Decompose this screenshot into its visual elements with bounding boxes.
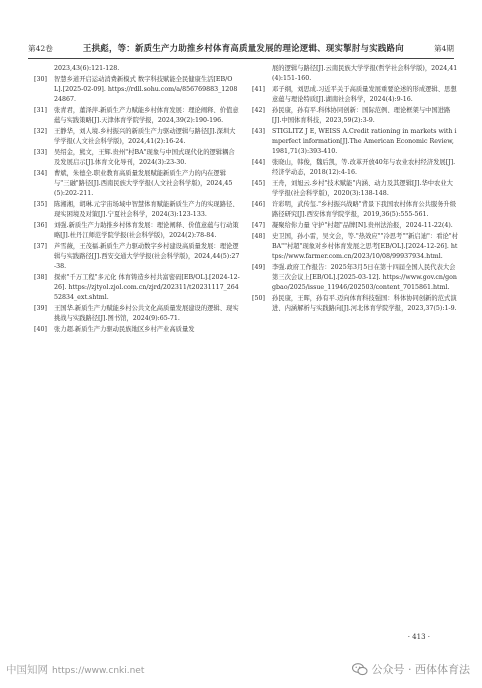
reference-item [252, 106, 458, 126]
reference-number: [33] [34, 149, 47, 156]
reference-number: [49] [252, 263, 265, 271]
cnki-url: https://www.cnki.net [52, 666, 145, 676]
reference-item [34, 127, 240, 147]
reference-text: 曹斌，朱德全.职业教育高质量发展赋能新质生产力的内在逻辑与"三融"路径[J].西南民族大学学报(人文社会科学版)，2024,45(5):202-211. [54, 170, 233, 197]
reference-continuation: 2023,43(6):121-128. [54, 65, 120, 72]
reference-text: 王静华，刘人境.乡村振兴的新质生产力驱动逻辑与路径[J].深圳大学学报(人文社会科学版)，2024,41(2):16-24. [54, 128, 236, 145]
issue-number: 第4期 [433, 43, 454, 53]
reference-number: [41] [252, 86, 265, 93]
reference-text: 史卫国，孙小雷，吴文会，等."热效应""冷思考""新启迪"：看论"村BA""村超"现象对乡村体育发展之思考[EB/OL].[2024-12-26]. https://www.farmer.com.cn/2023/10/08/99937934.html. [272, 233, 458, 260]
reference-item [252, 127, 458, 157]
reference-number: [35] [34, 200, 47, 208]
reference-text: 凝聚给你力量 守护"村超"品牌[N].贵州法治报，2024-11-22(4). [272, 221, 453, 229]
reference-number: [39] [34, 304, 47, 312]
references-left-column [34, 64, 240, 336]
reference-item [34, 325, 240, 335]
reference-number: [36] [34, 221, 47, 229]
reference-text: 芦雪薇，王茂福.新质生产力驱动数字乡村建设高质量发展：理论逻辑与实践路径[J].西安交通大学学报(社会科学版)，2024,44(5):27-38. [54, 242, 240, 270]
running-title: 王拱彪，等：新质生产力助推乡村体育高质量发展的理论逻辑、现实掣肘与实践路向 [82, 43, 404, 53]
reference-item [252, 85, 458, 105]
reference-item [34, 169, 240, 199]
header-rule [28, 58, 454, 59]
reference-item [252, 200, 458, 220]
reference-item [34, 242, 240, 272]
reference-number: [32] [34, 128, 47, 135]
reference-text: 陈湘湘，胡琳.元宇宙场域中智慧体育赋能新质生产力的实现路径、现实困境及对策[J].宁夏社会科学，2024(3):123-133. [54, 200, 239, 218]
reference-item [34, 148, 240, 168]
reference-text: 王国华.新质生产力赋能乡村公共文化高质量发展建设的逻辑、现实挑战与实践路径[J].图书馆，2024(9):65-71. [54, 304, 239, 322]
cnki-name: 中国知网 [6, 664, 48, 676]
reference-text: 吴绍金，熊文，王辉.贵州"村BA"现象与中国式现代化的逻辑耦合及发展启示[J].体育文化导刊，2024(3):23-30. [54, 149, 235, 166]
reference-number: [37] [34, 242, 47, 250]
reference-text: 孙民康，王晖，孙有平.迈向体育科技强国：科体协同创新的范式演进、内涵解析与实践路向[J].河北体育学院学报，2023,37(5):1-9. [272, 294, 457, 312]
reference-text: 张青君，董泽萍.新质生产力赋能乡村体育发展：理论阐释、价值意蕴与实践策略[J].天津体育学院学报，2024,39(2):190-196. [54, 107, 239, 124]
page-number: · 413 · [407, 633, 430, 641]
wechat-watermark [352, 661, 471, 677]
reference-text: 许彩明，武传玺."乡村振兴战略"背景下我国农村体育公共服务升级路径研究[J].西安体育学院学报，2019,36(5):555-561. [272, 200, 457, 218]
references-right-column [252, 64, 458, 315]
reference-number: [42] [252, 107, 265, 114]
reference-number: [47] [252, 221, 265, 229]
reference-item [252, 179, 458, 199]
reference-text: 李强.政府工作报告：2025年3月5日在第十四届全国人民代表大会第三次会议上[EB/OL].[2025-03-12]. https://www.gov.cn/gongbao/2025/issue_11946/202503/content_7015861.html. [272, 263, 457, 291]
issue-volume: 第42卷 [28, 43, 53, 53]
reference-number: [48] [252, 233, 265, 240]
reference-item [252, 158, 458, 178]
reference-item [34, 75, 240, 105]
reference-text: 刘强.新质生产力助推乡村体育发展：理论阐释、价值意蕴与行动策略[J].杜丹江师范学院学报(社会科学版)，2024(2):78-84. [54, 221, 239, 239]
reference-item [34, 273, 240, 303]
reference-number: [44] [252, 158, 265, 166]
reference-text: 张晓山，韩俊，魏后凯，等.改革开放40年与农业农村经济发展[J].经济学动态，2018(12):4-16. [272, 158, 456, 176]
reference-item [252, 221, 458, 231]
reference-text: STIGLITZ J E, WEISS A.Credit rationing in markets with imperfect information[J].The American Economic Review, 1981,71(3):393-410. [272, 128, 457, 155]
reference-number: [45] [252, 179, 265, 187]
reference-text: 探索"千万工程"多元化 体育铸造乡村共富密码[EB/OL].[2024-12-26]. https://zjtyol.zjol.com.cn/zjrd/202311/t20231117_26452834_ext.shtml. [54, 273, 240, 301]
reference-number: [30] [34, 76, 47, 84]
reference-item [34, 200, 240, 220]
reference-text: 孙民康，孙有平.科体协同创新：国际范例、理论框架与中国进路[J].中国体育科技，2023,59(2):3-9. [272, 107, 451, 124]
reference-item [34, 106, 240, 126]
reference-item [252, 232, 458, 262]
reference-text: 智慧乡道开启运动消费新模式 数字科技赋能全民健康生活[EB/OL].[2025-02-09]. https://rdll.sohu.com/a/856769883_120824867. [54, 76, 238, 103]
reference-text: 王舟，刘旭云.乡村"技术赋能"内涵、动力及其逻辑[J].华中农业大学学报(社会科学版)，2020(3):138-148. [272, 179, 453, 197]
reference-number: [50] [252, 294, 265, 302]
wechat-account-text: 公众号 · 西体体育法 [371, 663, 470, 676]
footer-watermark-bar [0, 652, 482, 688]
reference-item [34, 304, 240, 324]
reference-number: [38] [34, 273, 47, 281]
reference-item [252, 294, 458, 314]
reference-text: 张力超.新质生产力驱动民族地区乡村产业高质量发 [54, 325, 195, 333]
reference-text: 邓子纲，刘思成.习近平关于高质量发展重要论述的形成逻辑、思想意蕴与理论特质[J].湖南社会科学，2024(4):9-16. [272, 86, 457, 103]
reference-number: [31] [34, 107, 47, 114]
wechat-icon [352, 663, 368, 676]
reference-item [34, 221, 240, 241]
reference-continuation: 展的逻辑与路径[J].云南民族大学学报(哲学社会科学版)，2024,41(4):151-160. [272, 65, 458, 82]
reference-number: [34] [34, 170, 47, 177]
reference-number: [43] [252, 128, 265, 135]
running-header [28, 40, 454, 56]
cnki-watermark [6, 662, 144, 677]
reference-number: [46] [252, 200, 265, 208]
reference-item [252, 263, 458, 293]
reference-number: [40] [34, 325, 47, 333]
